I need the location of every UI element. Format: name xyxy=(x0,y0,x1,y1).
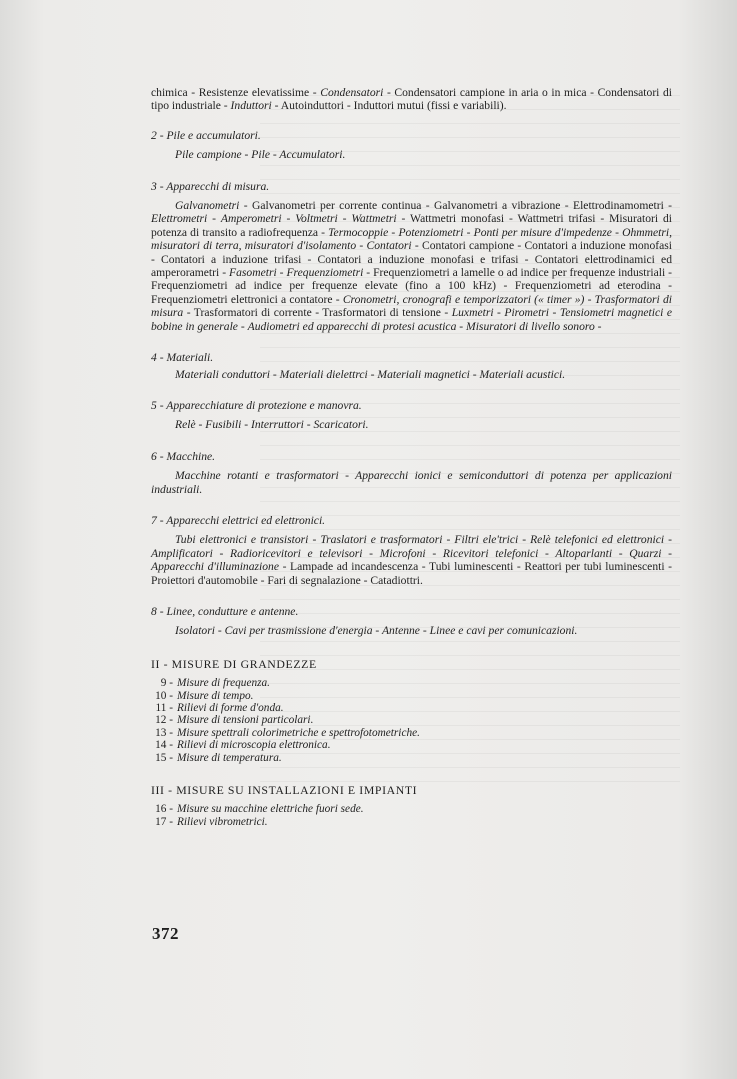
heading-7: 7 - Apparecchi elettrici ed elettronici. xyxy=(151,513,326,527)
text-column xyxy=(151,86,672,828)
instrument-term: Voltmetri xyxy=(295,212,338,226)
heading-8: 8 - Linee, condutture e antenne. xyxy=(151,604,299,618)
instrument-term: Ponti per misure d'impedenze xyxy=(473,225,612,239)
item-number: 13 - xyxy=(155,726,173,739)
body-5: Relè - Fusibili - Interruttori - Scaricatori. xyxy=(175,418,369,432)
item-number: 12 - xyxy=(155,714,173,727)
instrument-text: - xyxy=(237,319,248,333)
item-label: Rilievi di forme d'onda. xyxy=(177,702,284,714)
instrument-text: - xyxy=(493,306,505,320)
item-number: 11 - xyxy=(155,702,173,714)
instrument-text: - xyxy=(611,225,623,239)
intro-text: - Autoinduttori - Induttori mutui (fissi e variabili). xyxy=(271,99,507,113)
intro-text: chimica - Resistenze elevatissime - xyxy=(151,86,321,99)
item-label: Rilievi vibrometrici. xyxy=(177,815,268,828)
body-8: Isolatori - Cavi per trasmissione d'energia - Antenne - Linee e cavi per comunicazioni. xyxy=(175,624,578,638)
intro-text: - Condensatori campione in aria o in mica - Condensatori di tipo industriale - xyxy=(151,86,673,113)
body-2: Pile campione - Pile - Accumulatori. xyxy=(175,148,346,162)
instrument-term: Amperometri xyxy=(220,212,282,226)
instrument-term: Potenziometri xyxy=(398,225,464,239)
item-number: 16 - xyxy=(155,803,173,816)
instrument-term: Tensiometri magnetici e bobine in generale xyxy=(151,306,672,333)
item-label: Misure di tensioni particolari. xyxy=(177,714,314,727)
item-label: Misure su macchine elettriche fuori sede. xyxy=(177,803,364,816)
body-7-italic: Tubi elettronici e transistori - Traslatori e trasformatori - Filtri ele'trici - Relè telefonici ed elettronici - Amplificatori - Radioricevitori e televisori - Microfoni - Ricevitori telefonici - Altoparlanti - Quarzi - Apparecchi d'illuminazione xyxy=(151,533,672,574)
list-item xyxy=(151,677,672,689)
instrument-text: - xyxy=(549,306,560,320)
instrument-text: - Frequenziometri a lamelle o ad indice per frequenze industriali - Frequenziometri ad indice per frequenze elevate (fino a 100 kHz) - Frequenziometri ad eterodina - Frequenziometri elettronici a contatore - xyxy=(151,266,672,306)
instrument-text: - xyxy=(388,225,399,239)
item-label: Misure spettrali colorimetriche e spettrofotometriche. xyxy=(177,726,420,739)
instrument-term: Contatori xyxy=(366,239,412,253)
list-item xyxy=(151,690,672,702)
list-item xyxy=(151,803,672,815)
instrument-term: Misuratori di livello sonoro xyxy=(466,319,595,333)
item-number: 9 - xyxy=(160,677,173,690)
section-ii-list xyxy=(151,677,672,764)
item-number: 10 - xyxy=(155,689,173,702)
instrument-term: Ohmmetri, misuratori di terra, misuratori d'isolamento xyxy=(151,225,672,253)
instrument-text: - Wattmetri monofasi - Wattmetri trifasi - Misuratori di potenza di transito a radiofrequenza - xyxy=(151,212,672,239)
section-iii-title: III - MISURE SU INSTALLAZIONI E IMPIANTI xyxy=(151,783,418,798)
body-4: Materiali conduttori - Materiali dielettrci - Materiali magnetici - Materiali acustici. xyxy=(175,367,566,381)
list-item xyxy=(151,739,672,751)
body-7-roman: - Lampade ad incandescenza - Tubi luminescenti - Reattori per tubi luminescenti - Proiettori d'automobile - Fari di segnalazione - Catadiottri. xyxy=(151,560,672,587)
body-3 xyxy=(151,199,672,333)
instrument-term: Termocoppie xyxy=(328,225,389,239)
instrument-text: - xyxy=(356,239,367,253)
instrument-text: - Galvanometri per corrente continua - Galvanometri a vibrazione - Elettrodinamometri - xyxy=(239,199,672,213)
list-item xyxy=(151,752,672,764)
page-number: 372 xyxy=(152,924,179,943)
item-label: Misure di tempo. xyxy=(177,689,254,702)
instrument-term: Audiometri ed apparecchi di protesi acustica xyxy=(247,319,457,333)
instrument-text: - xyxy=(337,212,352,226)
heading-3: 3 - Apparecchi di misura. xyxy=(151,179,270,193)
instrument-term: Trasformatori di misura xyxy=(151,292,672,320)
instrument-text: - Contatori campione - Contatori a induzione monofasi - Contatori a induzione trifasi - Contatori a induzione monofasi e trifasi - Contatori elettrodinamici ed amperorametri - xyxy=(151,239,672,280)
heading-6: 6 - Macchine. xyxy=(151,449,216,463)
instrument-term: Wattmetri xyxy=(351,212,397,226)
item-number: 17 - xyxy=(155,815,173,828)
instrument-text: - xyxy=(594,319,602,333)
instrument-text: - xyxy=(584,292,595,306)
section-iii-list xyxy=(151,803,672,828)
instrument-text: - xyxy=(207,212,221,226)
section-ii-title: II - MISURE DI GRANDEZZE xyxy=(151,656,317,671)
list-item xyxy=(151,727,672,739)
intro-paragraph xyxy=(151,86,672,113)
item-label: Misure di temperatura. xyxy=(177,751,282,764)
instrument-term: Frequenziometri xyxy=(286,266,364,280)
list-item xyxy=(151,702,672,714)
instrument-term: Luxmetri xyxy=(451,306,494,320)
list-item xyxy=(151,816,672,828)
instrument-term: Fasometri xyxy=(229,266,277,280)
intro-term: Condensatori xyxy=(320,86,384,99)
instrument-text: - xyxy=(276,266,287,280)
heading-5: 5 - Apparecchiature di protezione e manovra. xyxy=(151,398,362,412)
instrument-term: Cronometri, cronografi e temporizzatori (« timer ») xyxy=(342,292,585,306)
instrument-term: Elettrometri xyxy=(151,212,208,226)
heading-4: 4 - Materiali. xyxy=(151,351,214,365)
body-7 xyxy=(151,533,672,587)
body-6: Macchine rotanti e trasformatori - Apparecchi ionici e semiconduttori di potenza per applicazioni industriali. xyxy=(151,469,672,496)
intro-term: Induttori xyxy=(230,99,272,113)
instrument-term: Galvanometri xyxy=(175,199,240,213)
list-item xyxy=(151,714,672,726)
item-label: Misure di frequenza. xyxy=(177,677,270,690)
item-label: Rilievi di microscopia elettronica. xyxy=(177,739,331,752)
instrument-text: - xyxy=(463,225,474,239)
heading-2: 2 - Pile e accumulatori. xyxy=(151,128,261,142)
item-number: 15 - xyxy=(155,751,173,764)
instrument-term: Pirometri xyxy=(504,306,550,320)
instrument-text: - Trasformatori di corrente - Trasformatori di tensione - xyxy=(183,306,452,320)
instrument-text: - xyxy=(281,212,296,226)
item-number: 14 - xyxy=(155,739,173,752)
instrument-text: - xyxy=(456,319,467,333)
